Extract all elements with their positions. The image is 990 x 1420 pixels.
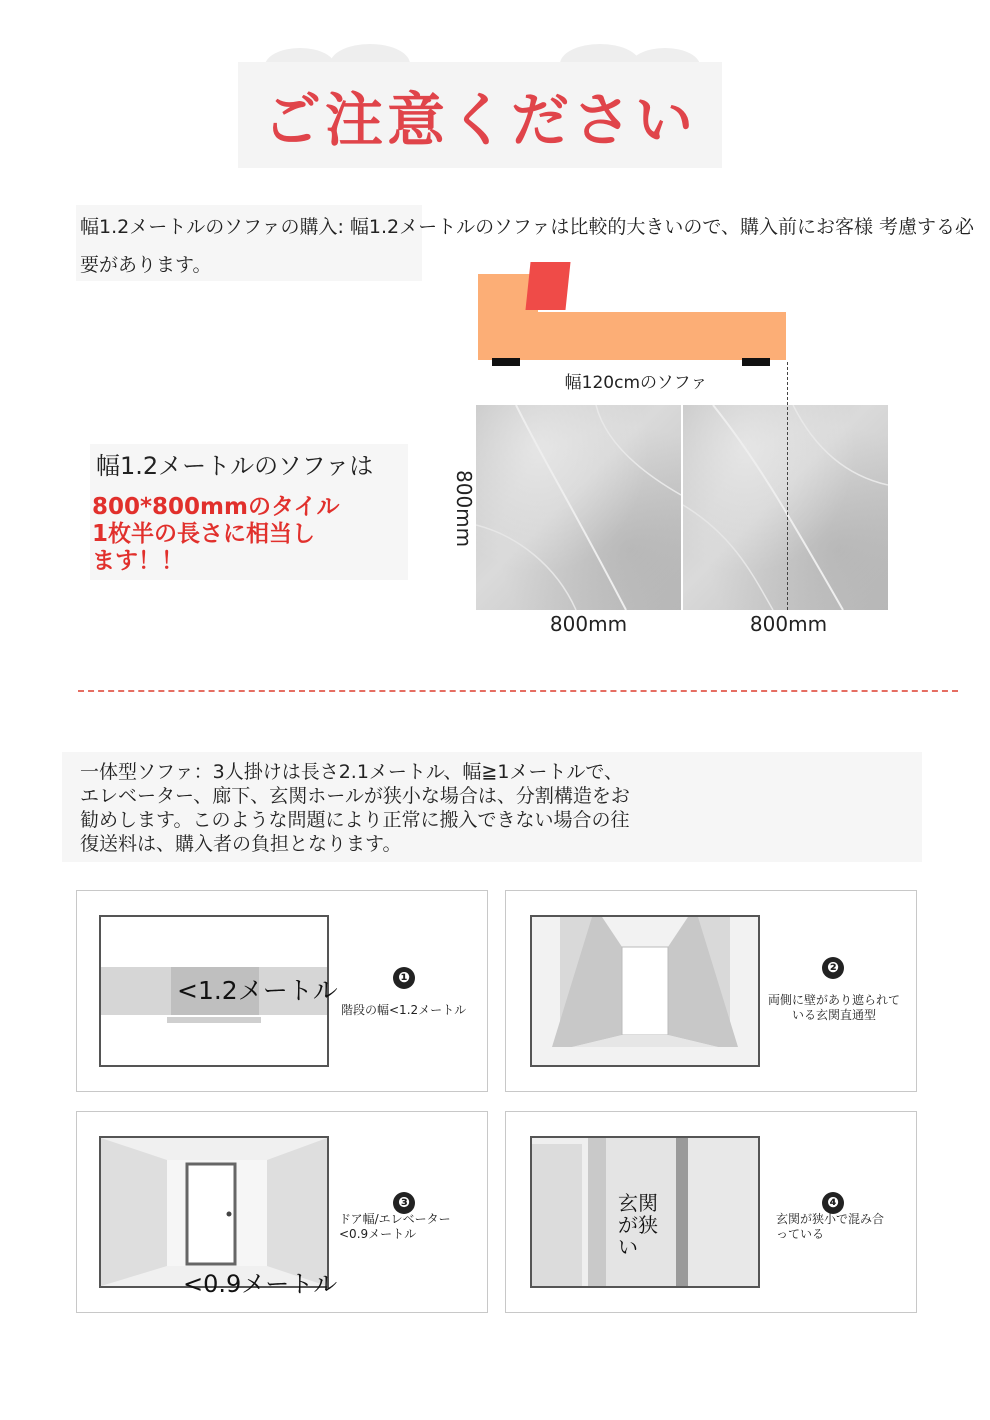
note-highlight-line: 1枚半の長さに相当し: [92, 521, 316, 547]
paragraph-line: 勧めします。このような問題により正常に搬入できない場合の往: [80, 809, 630, 831]
section-divider: [78, 690, 958, 692]
door-width-label: <0.9メートル: [183, 1270, 338, 1298]
note-highlight-line: 800*800mmのタイル: [92, 494, 340, 520]
sofa-leg: [492, 358, 520, 366]
hallway-scene: [530, 915, 760, 1067]
marble-tile: [476, 405, 681, 610]
card-stair-width: [76, 890, 488, 1092]
page-title: ご注意ください: [262, 86, 697, 154]
tile-width-label: 800mm: [749, 612, 828, 636]
hallway-perspective-icon: [532, 917, 758, 1065]
card-caption: ドア幅/エレベーター<0.9メートル: [339, 1212, 451, 1241]
tile-height-text: 800mm: [452, 470, 476, 548]
note-highlight: [92, 494, 340, 575]
entrance-wall: [688, 1138, 758, 1286]
paragraph-line: 一体型ソファ：3人掛けは長さ2.1メートル、幅≧1メートルで、: [80, 761, 624, 783]
number-3-icon: ❸: [393, 1192, 415, 1214]
marble-vein-icon: [476, 405, 681, 610]
entrance-label: 玄関が狭い: [618, 1191, 658, 1259]
sofa-body: [478, 312, 786, 360]
card-door-width: [76, 1111, 488, 1313]
sofa-cushion: [525, 262, 570, 310]
paragraph-text: [80, 760, 740, 856]
card-caption: 玄関が狭小で混み合っている: [776, 1212, 885, 1241]
entrance-wall: [532, 1144, 582, 1286]
entrance-wall: [588, 1138, 606, 1286]
paragraph-line: 復送料は、購入者の負担となります。: [80, 833, 402, 855]
paragraph-line: エレベーター、廊下、玄関ホールが狭小な場合は、分割構造をお: [80, 785, 630, 807]
intro-text: 幅1.2メートルのソファの購入: 幅1.2メートルのソファは比較的大きいので、購入前にお客様 考慮する必要があります。: [80, 216, 975, 276]
marble-tile: [683, 405, 888, 610]
note-highlight-line: ます！！: [92, 548, 184, 574]
marble-vein-icon: [683, 405, 888, 610]
number-4-icon: ❹: [822, 1192, 844, 1214]
card-caption: 階段の幅<1.2メートル: [341, 1003, 467, 1017]
sofa-width-label: 幅120cmのソファ: [564, 373, 708, 393]
note-heading: 幅1.2メートルのソファは: [96, 452, 374, 480]
stair-width-label: <1.2メートル: [177, 976, 338, 1005]
sofa-leg: [742, 358, 770, 366]
sofa-edge-guide: [787, 362, 788, 610]
number-1-icon: ❶: [393, 967, 415, 989]
tile-height-label: [442, 470, 482, 560]
entrance-wall: [676, 1138, 688, 1286]
tile-width-label: 800mm: [549, 612, 628, 636]
card-hallway: [505, 890, 917, 1092]
number-2-icon: ❷: [822, 957, 844, 979]
card-caption: 両側に壁があり遮られている玄関直通型: [768, 993, 901, 1022]
stair-step: [167, 1017, 261, 1023]
card-narrow-entrance: [505, 1111, 917, 1313]
